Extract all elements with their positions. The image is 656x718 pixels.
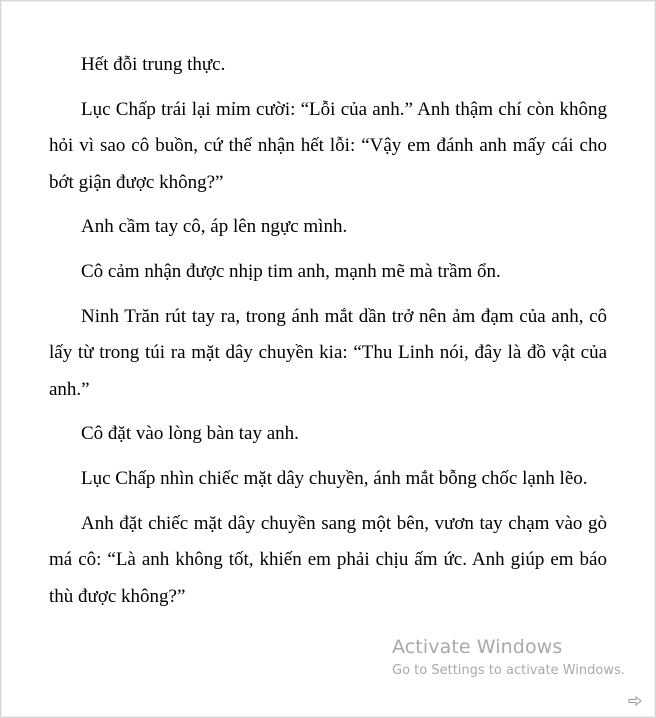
paragraph: Hết đỗi trung thực. (81, 54, 226, 75)
paragraph: Lục Chấp trái lại mỉm cười: “Lỗi của anh.” Anh thậm chí còn không hỏi vì sao cô buồn, cứ thế nhận hết lỗi: “Vậy em đánh anh mấy cái cho bớt giận được không?” (49, 98, 607, 193)
watermark-subtitle: Go to Settings to activate Windows. (392, 663, 625, 678)
paragraph: Anh đặt chiếc mặt dây chuyền sang một bên, vươn tay chạm vào gò má cô: “Là anh không tốt, khiến em phải chịu ấm ức. Anh giúp em báo thù được không?” (49, 512, 607, 607)
paragraph: Ninh Trăn rút tay ra, trong ánh mắt dần trở nên ảm đạm của anh, cô lấy từ trong túi ra mặt dây chuyền kia: “Thu Linh nói, đây là đồ vật của anh.” (49, 305, 607, 400)
paragraph: Anh cầm tay cô, áp lên ngực mình. (81, 216, 348, 238)
document-body (49, 47, 607, 623)
resize-arrow-icon (628, 696, 642, 706)
activation-watermark (392, 635, 625, 680)
paragraph: Lục Chấp nhìn chiếc mặt dây chuyền, ánh mắt bỗng chốc lạnh lẽo. (81, 467, 588, 489)
watermark-title: Activate Windows (392, 636, 563, 658)
paragraph: Cô đặt vào lòng bàn tay anh. (81, 423, 299, 445)
paragraph: Cô cảm nhận được nhịp tim anh, mạnh mẽ mà trầm ổn. (81, 260, 501, 282)
